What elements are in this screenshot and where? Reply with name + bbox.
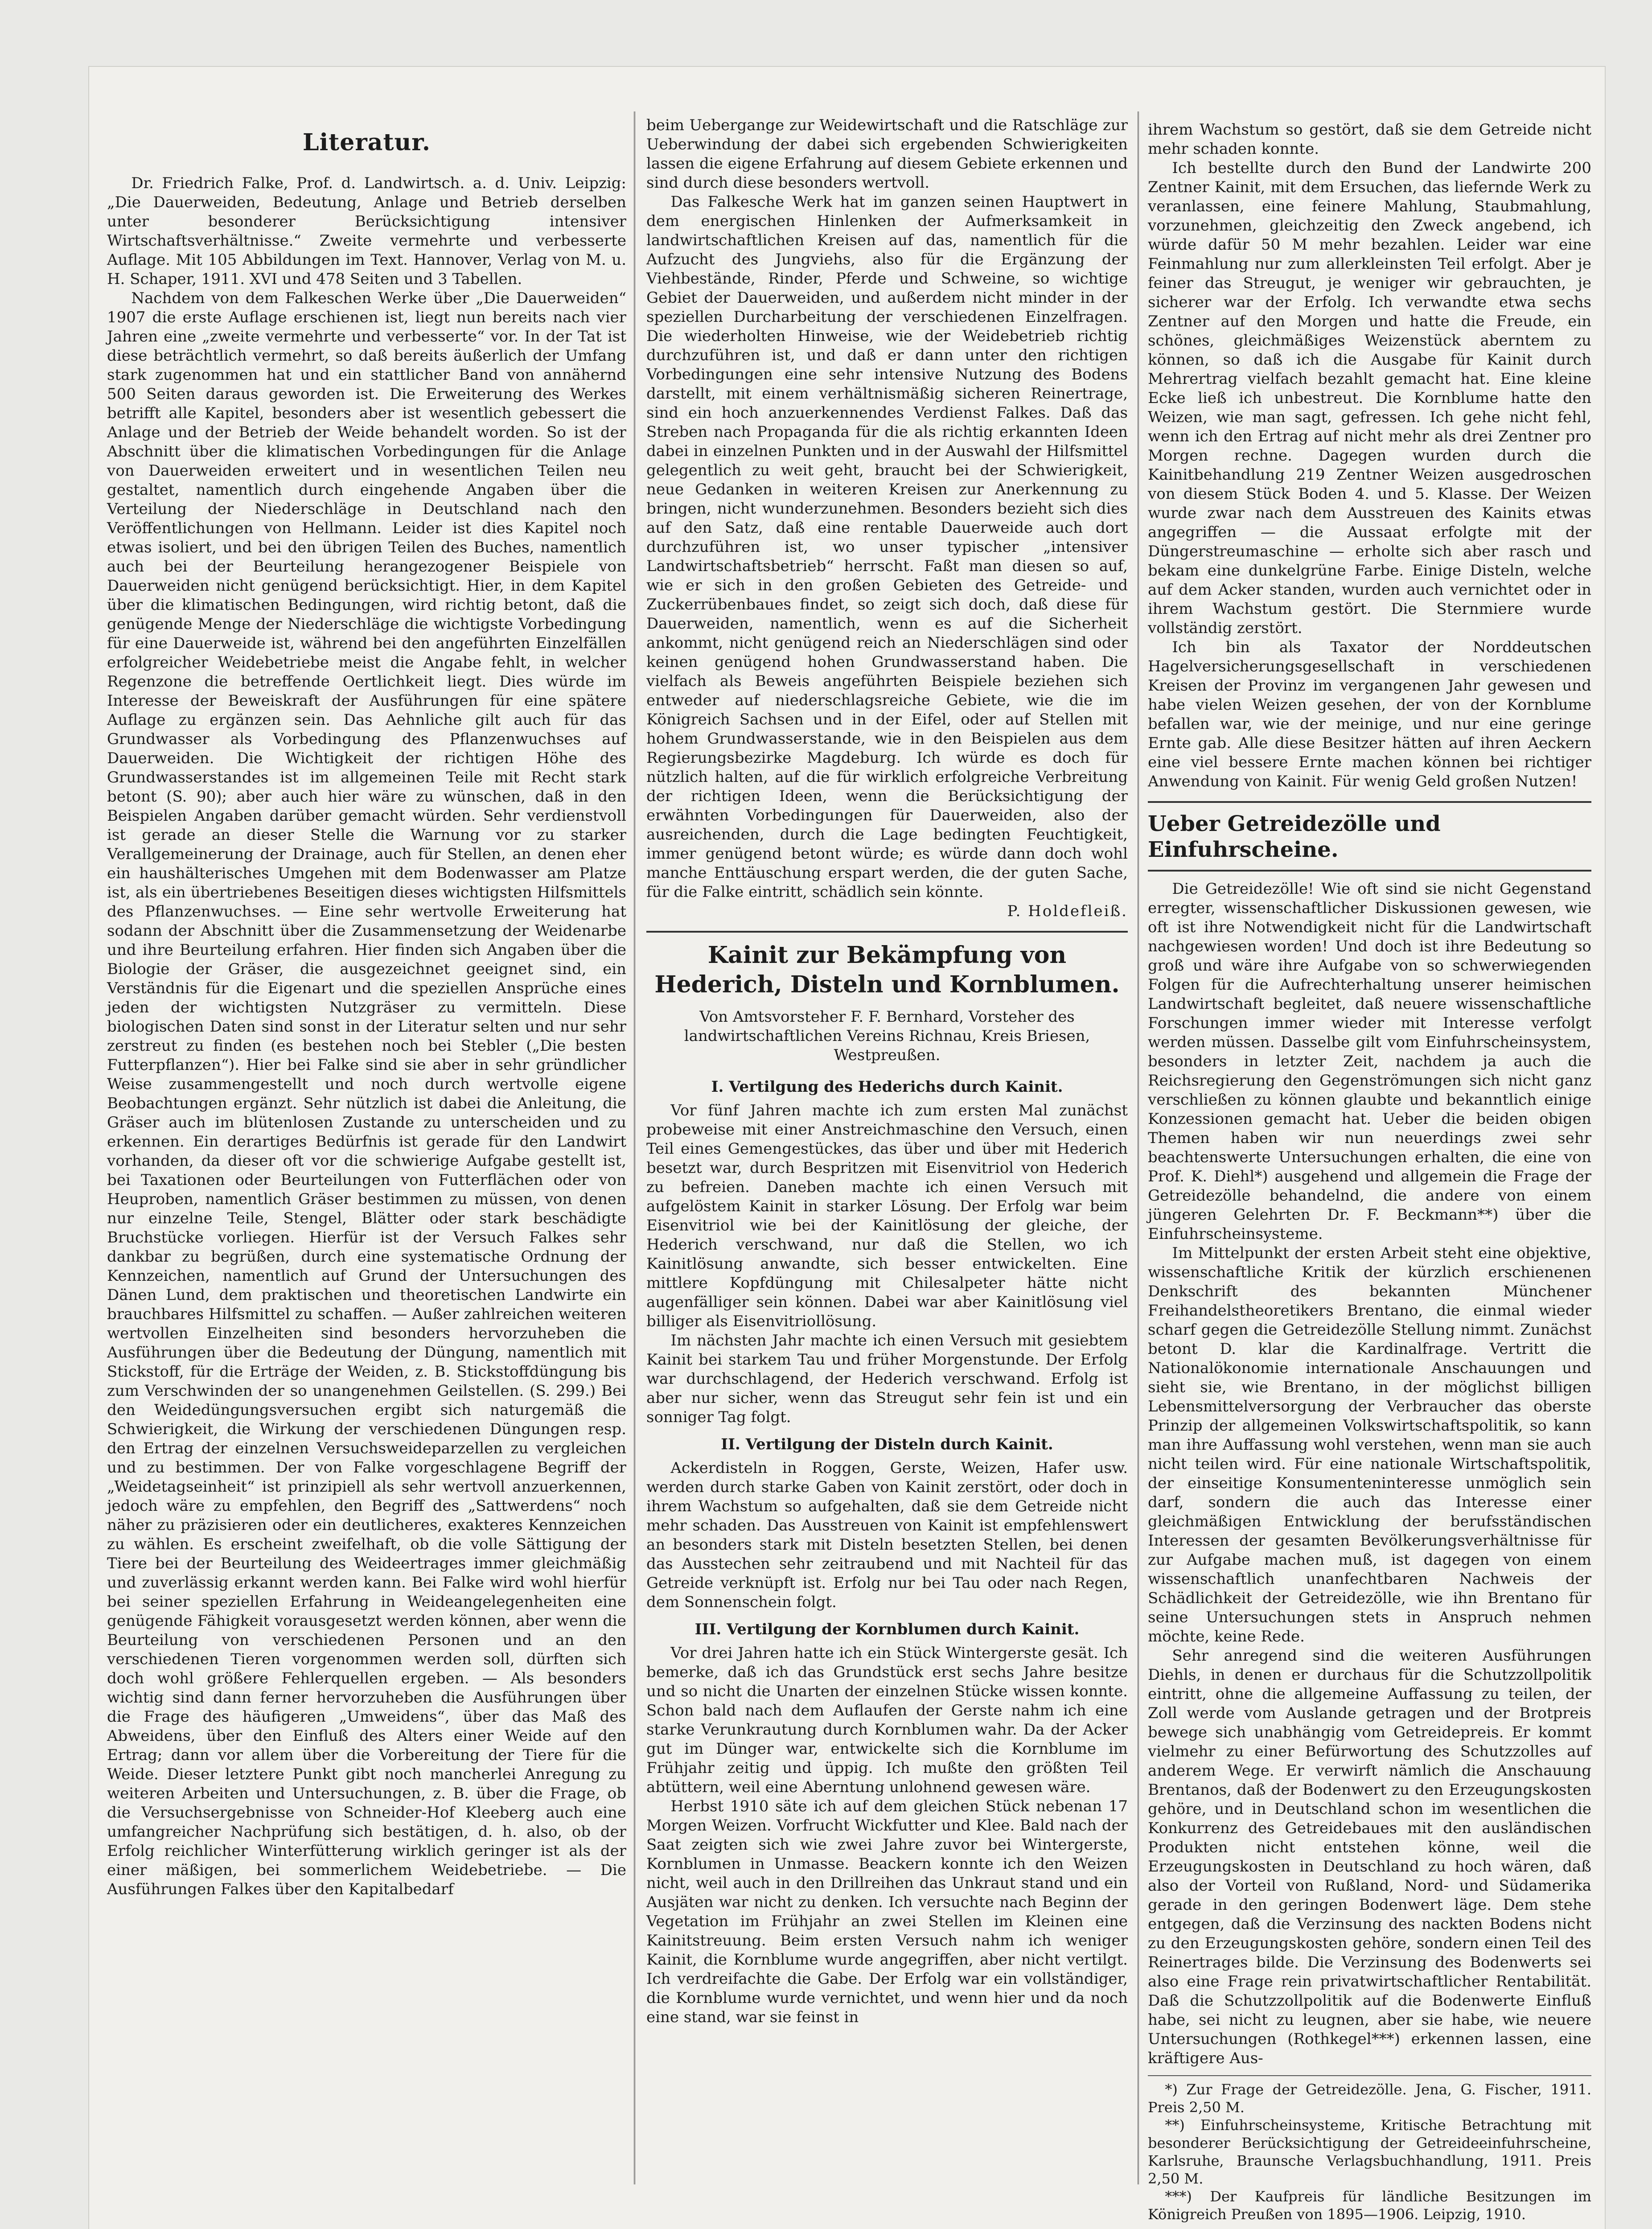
section-title-disteln: II. Vertilgung der Disteln durch Kainit. (721, 1435, 1053, 1453)
article-separator (1148, 870, 1591, 872)
footnote: *) Zur Frage der Getreidezölle. Jena, G. Fischer, 1911. Preis 2,50 M. (1148, 2081, 1591, 2116)
column-right (1148, 120, 1591, 2223)
column-middle (646, 116, 1128, 2189)
article-paragraph: Vor fünf Jahren machte ich zum ersten Mal zunächst probeweise mit einer Anstreichmaschine den Versuch, einen Teil eines Gemengestückes, das über und über mit Hederich besetzt war, durch Bespritzen mit Eisenvitriol von Hederich zu befreien. Daneben machte ich einen Versuch mit aufgelöstem Kainit in starker Lösung. Der Erfolg war beim Eisenvitriol wie bei der Kainitlösung der gleiche, der Hederich verschwand, nur daß die Stellen, wo ich Kainitlösung anwandte, sich besser entwickelten. Eine mittlere Kopfdüngung mit Chilesalpeter hätte nicht augenfälliger sein können. Dabei war aber Kainitlösung viel billiger als Eisenvitriollösung. (646, 1102, 1128, 1330)
review-paragraph: Das Falkesche Werk hat im ganzen seinen Hauptwert in dem energischen Hinlenken der Aufmerksamkeit in landwirtschaftlichen Kreisen auf das, namentlich für die Aufzucht des Jungviehs, also für die Ergänzung der Viehbestände, Rinder, Pferde und Schweine, so wichtige Gebiet der Dauerweiden, und außerdem nicht minder in der speziellen Durcharbeitung der verschiedenen Einzelfragen. Die wiederholten Hinweise, wie der Weidebetrieb richtig durchzuführen ist, und daß er dann unter den richtigen Vorbedingungen eine sehr intensive Nutzung des Bodens darstellt, mit einem verhältnismäßig sicheren Reinertrage, sind ein hoch anzuerkennendes Verdienst Falkes. Daß das Streben nach Propaganda für die als richtig erkannten Ideen dabei in einzelnen Punkten und in der Auswahl der Hilfsmittel gelegentlich zu weit geht, braucht bei der Schwierigkeit, neue Gedanken in weiteren Kreisen zur Anerkennung zu bringen, nicht wunderzunehmen. Besonders bezieht sich dies auf den Satz, daß eine rentable Dauerweide auch dort durchzuführen ist, wo unser typischer „intensiver Landwirtschaftsbetrieb“ herrscht. Faßt man diesen so auf, wie er sich in den großen Gebieten des Getreide- und Zuckerrübenbaues findet, so zeigt sich doch, daß diese für Dauerweiden, namentlich, wenn es auf die Sicherheit ankommt, nicht genügend reich an Niederschlägen sind oder keinen genügend hohen Grundwasserstand haben. Die vielfach als Beweis angeführten Beispiele beziehen sich entweder auf niederschlagsreiche Gebiete, wie die im Königreich Sachsen und in der Eifel, oder auf Stellen mit hohem Grundwasserstande, wie in den Beispielen aus dem Regierungsbezirke Magdeburg. Ich würde es doch für nützlich halten, auf die für wirklich erfolgreiche Verbreitung der richtigen Ideen, wenn die Berücksichtigung der erwähnten Vorbedingungen für Dauerweiden, also der ausreichenden, durch die Lage bedingten Feuchtigkeit, immer genügend betont würde; es würde dann doch wohl manche Enttäuschung erspart werden, die der guten Sache, für die Falke eintritt, schädlich sein könnte. (646, 193, 1128, 901)
column-divider (634, 111, 635, 2184)
footnote: ***) Der Kaufpreis für ländliche Besitzungen im Königreich Preußen von 1895—1906. Leipzig, 1910. (1148, 2188, 1591, 2223)
article-paragraph: Herbst 1910 säte ich auf dem gleichen Stück nebenan 17 Morgen Weizen. Vorfrucht Wickfutter und Klee. Bald nach der Saat zeigten sich wie zwei Jahre zuvor bei Wintergerste, Kornblumen in Unmasse. Beackern konnte ich den Weizen nicht, weil auch in den Drillreihen das Unkraut stand und ein Ausjäten war nicht zu denken. Ich versuchte nach Beginn der Vegetation im Frühjahr an zwei Stellen im Kleinen eine Kainitstreuung. Beim ersten Versuch nahm ich weniger Kainit, die Kornblume wurde angegriffen, aber nicht vertilgt. Ich verdreifachte die Gabe. Der Erfolg war ein vollständiger, die Kornblume wurde vernichtet, und wenn hier und da noch eine stand, war sie feinst in (646, 1797, 1128, 2026)
review-signature: P. Holdefleiß. (1007, 902, 1128, 920)
article-paragraph: Vor drei Jahren hatte ich ein Stück Wintergerste gesät. Ich bemerke, daß ich das Grundstück erst sechs Jahre besitze und so nicht die Unarten der einzelnen Stücke wissen konnte. Schon bald nach dem Auflaufen der Gerste nahm ich eine starke Verunkrautung durch Kornblumen wahr. Da der Acker gut im Dünger war, entwickelte sich die Kornblume im Frühjahr zeitig und üppig. Ich mußte den größten Teil abtüttern, weil eine Aberntung unlohnend gewesen wäre. (646, 1644, 1128, 1796)
footnote: **) Einfuhrscheinsysteme, Kritische Betrachtung mit besonderer Berücksichtigung der Getreideeinfuhrscheine, Karlsruhe, Braunsche Verlagsbuchhandlung, 1911. Preis 2,50 M. (1148, 2117, 1591, 2187)
section-title-hederich: I. Vertilgung des Hederichs durch Kainit. (711, 1078, 1063, 1096)
column-divider (1138, 111, 1139, 2184)
review-body: Nachdem von dem Falkeschen Werke über „Die Dauerweiden“ 1907 die erste Auflage erschienen ist, liegt nun bereits nach vier Jahren eine „zweite vermehrte und verbesserte“ vor. In der Tat ist diese beträchtlich vermehrt, so daß bereits äußerlich der Umfang stark zugenommen hat und ein stattlicher Band von annähernd 500 Seiten daraus geworden ist. Die Erweiterung des Werkes betrifft alle Kapitel, besonders aber ist wesentlich gebessert die Anlage und der Betrieb der Weide behandelt worden. So ist der Abschnitt über die klimatischen Vorbedingungen für die Anlage von Dauerweiden erweitert und in wesentlichen Teilen neu gestaltet, namentlich durch eingehende Angaben über die Verteilung der Niederschläge in Deutschland nach den Veröffentlichungen von Hellmann. Leider ist dies Kapitel noch etwas isoliert, und bei den übrigen Teilen des Buches, namentlich auch bei der Beurteilung herangezogener Beispiele von Dauerweiden nicht genügend berücksichtigt. Hier, in dem Kapitel über die klimatischen Bedingungen, wird richtig betont, daß die genügende Menge der Niederschläge die wichtigste Vorbedingung für eine Dauerweide ist, während bei den angeführten Einzelfällen erfolgreicher Weidebetriebe meist die Angabe fehlt, in welcher Regenzone die betreffende Oertlichkeit liegt. Dies würde im Interesse der Beweiskraft der Ausführungen für eine spätere Auflage zu ergänzen sein. Das Aehnliche gilt auch für das Grundwasser als Vorbedingung des Pflanzenwuchses auf Dauerweiden. Die Wichtigkeit der richtigen Höhe des Grundwasserstandes ist im allgemeinen Teile mit Recht stark betont (S. 90); aber auch hier wäre zu wünschen, daß in den Beispielen Angaben darüber gemacht würden. Sehr verdienstvoll ist gerade an dieser Stelle die Warnung vor zu starker Verallgemeinerung der Drainage, auch für Stellen, an denen eher ein haushälterisches Umgehen mit dem Bodenwasser am Platze ist, als ein übertriebenes Beseitigen dieses wichtigsten Hilfsmittels des Pflanzenwuchses. — Eine sehr wertvolle Erweiterung hat sodann der Abschnitt über die Zusammensetzung der Weidenarbe und ihre Beurteilung erfahren. Hier finden sich Angaben über die Biologie der Gräser, die ausgezeichnet geeignet sind, ein Verständnis für die Eigenart und die speziellen Ansprüche eines jeden der wichtigsten Nutzgräser zu vermitteln. Diese biologischen Daten sind sonst in der Literatur selten und nur sehr zerstreut zu finden (es bestehen noch bei Stebler („Die besten Futterpflanzen“). Hier bei Falke sind sie aber in sehr gründlicher Weise zusammengestellt und noch durch wertvolle eigene Beobachtungen ergänzt. Sehr nützlich ist dabei die Anleitung, die Gräser auch im blütenlosen Zustande zu unterscheiden und zu erkennen. Ein derartiges Bedürfnis ist gerade für den Landwirt vorhanden, da dieser oft vor die schwierige Aufgabe gestellt ist, bei Taxationen oder Beurteilungen von Futterflächen oder von Heuproben, namentlich Gräser bestimmen zu müssen, von denen nur einzelne Teile, Stengel, Blätter oder stark beschädigte Bruchstücke vorliegen. Hierfür ist der Versuch Falkes sehr dankbar zu begrüßen, durch eine systematische Ordnung der Kennzeichen, namentlich auf Grund der Untersuchungen des Dänen Lund, dem praktischen und theoretischen Landwirte ein brauchbares Hilfsmittel zu schaffen. — Außer zahlreichen weiteren wertvollen Einzelheiten sind besonders hervorzuheben die Ausführungen über die Bedeutung der Düngung, namentlich mit Stickstoff, für die Erträge der Weiden, z. B. Stickstoffdüngung bis zum Verschwinden der so unangenehmen Geilstellen. (S. 299.) Bei den Weidedüngungsversuchen ergibt sich naturgemäß die Schwierigkeit, die Wirkung der verschiedenen Düngungen resp. den Ertrag der einzelnen Versuchsweideparzellen zu vergleichen und zu bestimmen. Der von Falke vorgeschlagene Begriff der „Weidetagseinheit“ ist prinzipiell als sehr wertvoll anzuerkennen, jedoch wäre zu empfehlen, den Begriff des „Sattwerdens“ noch näher zu präzisieren oder ein deutlicheres, exakteres Kennzeichen zu wählen. Es erscheint zweifelhaft, ob die volle Sättigung der Tiere bei der Beurteilung des Weideertrages immer gleichmäßig und zuverlässig erkannt werden kann. Bei Falke wird wohl hierfür bei seiner speziellen Erfahrung in Weideangelegenheiten eine genügende Fähigkeit vorausgesetzt werden können, aber wenn die Beurteilung von verschiedenen Personen und an den verschiedenen Tieren vorgenommen werden soll, dürften sich doch wohl größere Fehlerquellen ergeben. — Als besonders wichtig sind dann ferner hervorzuheben die Ausführungen über die Frage des häufigeren „Umweidens“, über das Maß des Abweidens, über den Einfluß des Alters einer Weide auf den Ertrag; dann vor allem über die Vorbereitung der Tiere für die Weide. Dieser letztere Punkt gibt noch mancherlei Anregung zu weiteren Arbeiten und Untersuchungen, z. B. über die Frage, ob die Versuchsergebnisse von Schneider-Hof Kleeberg auch eine umfangreicher Nachprüfung sich bestätigen, d. h. also, ob der Erfolg reichlicher Winterfütterung wirklich geringer ist als der einer mäßigen, bei sommerlichem Weidebetriebe. — Die Ausführungen Falkes über den Kapitalbedarf (107, 289, 626, 1898)
article-author: Von Amtsvorsteher F. F. Bernhard, Vorsteher des landwirtschaftlichen Vereins Richnau, Kreis Briesen, Westpreußen. (684, 1008, 1090, 1064)
article-paragraph: Die Getreidezölle! Wie oft sind sie nicht Gegenstand erregter, wissenschaftlicher Diskussionen gewesen, wie oft ist ihre Notwendigkeit nicht für die Landwirtschaft nachgewiesen worden! Und doch ist ihre Bedeutung so groß und wäre ihre Aufgabe von so schwerwiegenden Folgen für die Aufrechterhaltung unserer heimischen Landwirtschaft begleitet, daß neuere wissenschaftliche Forschungen immer wieder mit Interesse verfolgt werden müssen. Dasselbe gilt vom Einfuhrscheinsystem, besonders in letzter Zeit, nachdem ja auch die Reichsregierung den Gegenströmungen sich nicht ganz verschließen zu können glaubte und bekanntlich einige Konzessionen gemacht hat. Ueber die beiden obigen Themen haben wir nun neuerdings zwei sehr beachtenswerte Untersuchungen erhalten, die eine von Prof. K. Diehl*) ausgehend und allgemein die Frage der Getreidezölle behandelnd, die andere von einem jüngeren Gelehrten Dr. F. Beckmann**) über die Einfuhrscheinsysteme. (1148, 880, 1591, 1243)
article-paragraph: Ich bestellte durch den Bund der Landwirte 200 Zentner Kainit, mit dem Ersuchen, das liefernde Werk zu veranlassen, eine feinere Mahlung, Staubmahlung, vorzunehmen, gleichzeitig den Zweck angebend, ich würde dafür 50 M mehr bezahlen. Leider war eine Feinmahlung nur zum allerkleinsten Teil erfolgt. Aber je feiner das Streugut, je weniger wir gebrauchten, je sicherer war der Erfolg. Ich verwandte etwa sechs Zentner auf den Morgen und hatte die Freude, ein schönes, gleichmäßiges Weizenstück aberntem zu können, so daß ich die Ausgabe für Kainit durch Mehrertrag vielfach bezahlt gemacht hat. Eine kleine Ecke ließ ich unbestreut. Die Kornblume hatte den Weizen, wie man sagt, gefressen. Ich gehe nicht fehl, wenn ich den Ertrag auf nicht mehr als drei Zentner pro Morgen rechne. Dagegen wurden durch die Kainitbehandlung 219 Zentner Weizen ausgedroschen von diesem Stück Boden 4. und 5. Klasse. Der Weizen wurde zwar nach dem Ausstreuen des Kainits etwas angegriffen — die Aussaat erfolgte mit der Düngerstreumaschine — erholte sich aber rasch und bekam eine dunkelgrüne Farbe. Einige Disteln, welche auf dem Acker standen, wurden auch vernichtet oder in ihrem Wachstum gestört. Die Sternmiere wurde vollständig zerstört. (1148, 159, 1591, 637)
article-paragraph: Im nächsten Jahr machte ich einen Versuch mit gesiebtem Kainit bei starkem Tau und früher Morgenstunde. Der Erfolg war durchschlagend, der Hederich verschwand. Erfolg ist aber nur sicher, wenn das Streugut sehr fein ist und ein sonniger Tag folgt. (646, 1332, 1128, 1426)
article-paragraph: Im Mittelpunkt der ersten Arbeit steht eine objektive, wissenschaftliche Kritik der kürzlich erschienenen Denkschrift des bekannten Münchener Freihandelstheoretikers Brentano, die einmal wieder scharf gegen die Getreidezölle Stellung nimmt. Zunächst betont D. klar die Kardinalfrage. Vertritt die Nationalökonomie internationale Anschauungen und sieht sie, wie Brentano, in der möglichst billigen Lebensmittelversorgung der Verbraucher das oberste Prinzip der allgemeinen Volkswirtschaftspolitik, so kann man ihre Auffassung wohl verstehen, wenn man sie auch nicht teilen wird. Für eine nationale Wirtschaftspolitik, der einseitige Konsumenteninteresse unmöglich sein darf, sondern die auch das Interesse einer gleichmäßigen Entwicklung der berufsständischen Interessen der gesamten Bevölkerungsverhältnisse für zur Aufgabe machen muß, ist dagegen von einem wissenschaftlich unanfechtbaren Nachweis der Schädlichkeit der Getreidezölle, wie ihn Brentano für seine Untersuchungen stets in Anspruch nehmen möchte, keine Rede. (1148, 1244, 1591, 1645)
section-heading-literatur: Literatur. (302, 129, 431, 156)
section-title-kornblumen: III. Vertilgung der Kornblumen durch Kainit. (694, 1620, 1080, 1638)
article-title-getreidezoelle: Ueber Getreidezölle und Einfuhrscheine. (1148, 811, 1441, 862)
review-continuation: beim Uebergange zur Weidewirtschaft und die Ratschläge zur Ueberwindung der dabei sich ergebenden Schwierigkeiten lassen die eigene Erfahrung auf diesem Gebiete erkennen und sind durch diese besonders wertvoll. (646, 116, 1128, 192)
article-paragraph: Ackerdisteln in Roggen, Gerste, Weizen, Hafer usw. werden durch starke Gaben von Kainit zerstört, oder doch in ihrem Wachstum so aufgehalten, daß sie dem Getreide nicht mehr schaden. Das Ausstreuen von Kainit ist empfehlenswert an besonders stark mit Disteln besetzten Stellen, bei denen das Ausstechen sehr zeitraubend und mit Nachteil für das Getreide verknüpft ist. Erfolg nur bei Tau oder nach Regen, dem Sonnenschein folgt. (646, 1459, 1128, 1611)
article-paragraph: Ich bin als Taxator der Norddeutschen Hagelversicherungsgesellschaft in verschiedenen Kreisen der Provinz im vergangenen Jahr gewesen und habe vielen Weizen gesehen, der von der Kornblume befallen war, wie der meinige, und nur eine geringe Ernte gab. Alle diese Besitzer hätten auf ihren Aeckern eine viel bessere Ernte machen können bei richtiger Anwendung von Kainit. Für wenig Geld großen Nutzen! (1148, 638, 1591, 790)
article-title-kainit: Kainit zur Bekämpfung von Hederich, Disteln und Kornblumen. (654, 942, 1120, 998)
book-citation: Dr. Friedrich Falke, Prof. d. Landwirtsch. a. d. Univ. Leipzig: „Die Dauerweiden, Bedeutung, Anlage und Betrieb derselben unter besonderer Berücksichtigung intensiver Wirtschaftsverhältnisse.“ Zweite vermehrte und verbesserte Auflage. Mit 105 Abbildungen im Text. Hannover, Verlag von M. u. H. Schaper, 1911. XVI und 478 Seiten und 3 Tabellen. (107, 174, 626, 288)
newspaper-page (89, 67, 1605, 2229)
footnotes (1148, 2075, 1591, 2223)
article-paragraph: Sehr anregend sind die weiteren Ausführungen Diehls, in denen er durchaus für die Schutzzollpolitik eintritt, ohne die allgemeine Auffassung zu teilen, der Zoll werde vom Auslande getragen und der Brotpreis bewege sich unabhängig vom Getreidepreis. Er kommt vielmehr zu einer Befürwortung des Schutzzolles auf anderem Wege. Er verwirft nämlich die Anschauung Brentanos, daß der Bodenwert zu den Erzeugungskosten gehöre, und in Deutschland schon im wesentlichen die Konkurrenz des Getreidebaues mit den ausländischen Produkten nicht entstehen könne, weil die Erzeugungskosten in Deutschland zu hoch wären, daß also der Vorteil von Rußland, Nord- und Südamerika gerade in den geringen Bodenwert läge. Dem stehe entgegen, daß die Verzinsung des nackten Bodens nicht zu den Erzeugungskosten gehöre, sondern einen Teil des Reinertrages bilde. Die Verzinsung des Bodenwerts sei also eine Frage rein privatwirtschaftlicher Rentabilität. Daß die Schutzzollpolitik auf die Bodenwerte Einfluß habe, sei nicht zu leugnen, aber sie habe, wie neuere Untersuchungen (Rothkegel***) erkennen lassen, eine kräftigere Aus- (1148, 1647, 1591, 2067)
article-separator (646, 931, 1128, 933)
article-continuation: ihrem Wachstum so gestört, daß sie dem Getreide nicht mehr schaden konnte. (1148, 121, 1591, 158)
article-separator (1148, 801, 1591, 803)
column-literatur (107, 116, 626, 2189)
